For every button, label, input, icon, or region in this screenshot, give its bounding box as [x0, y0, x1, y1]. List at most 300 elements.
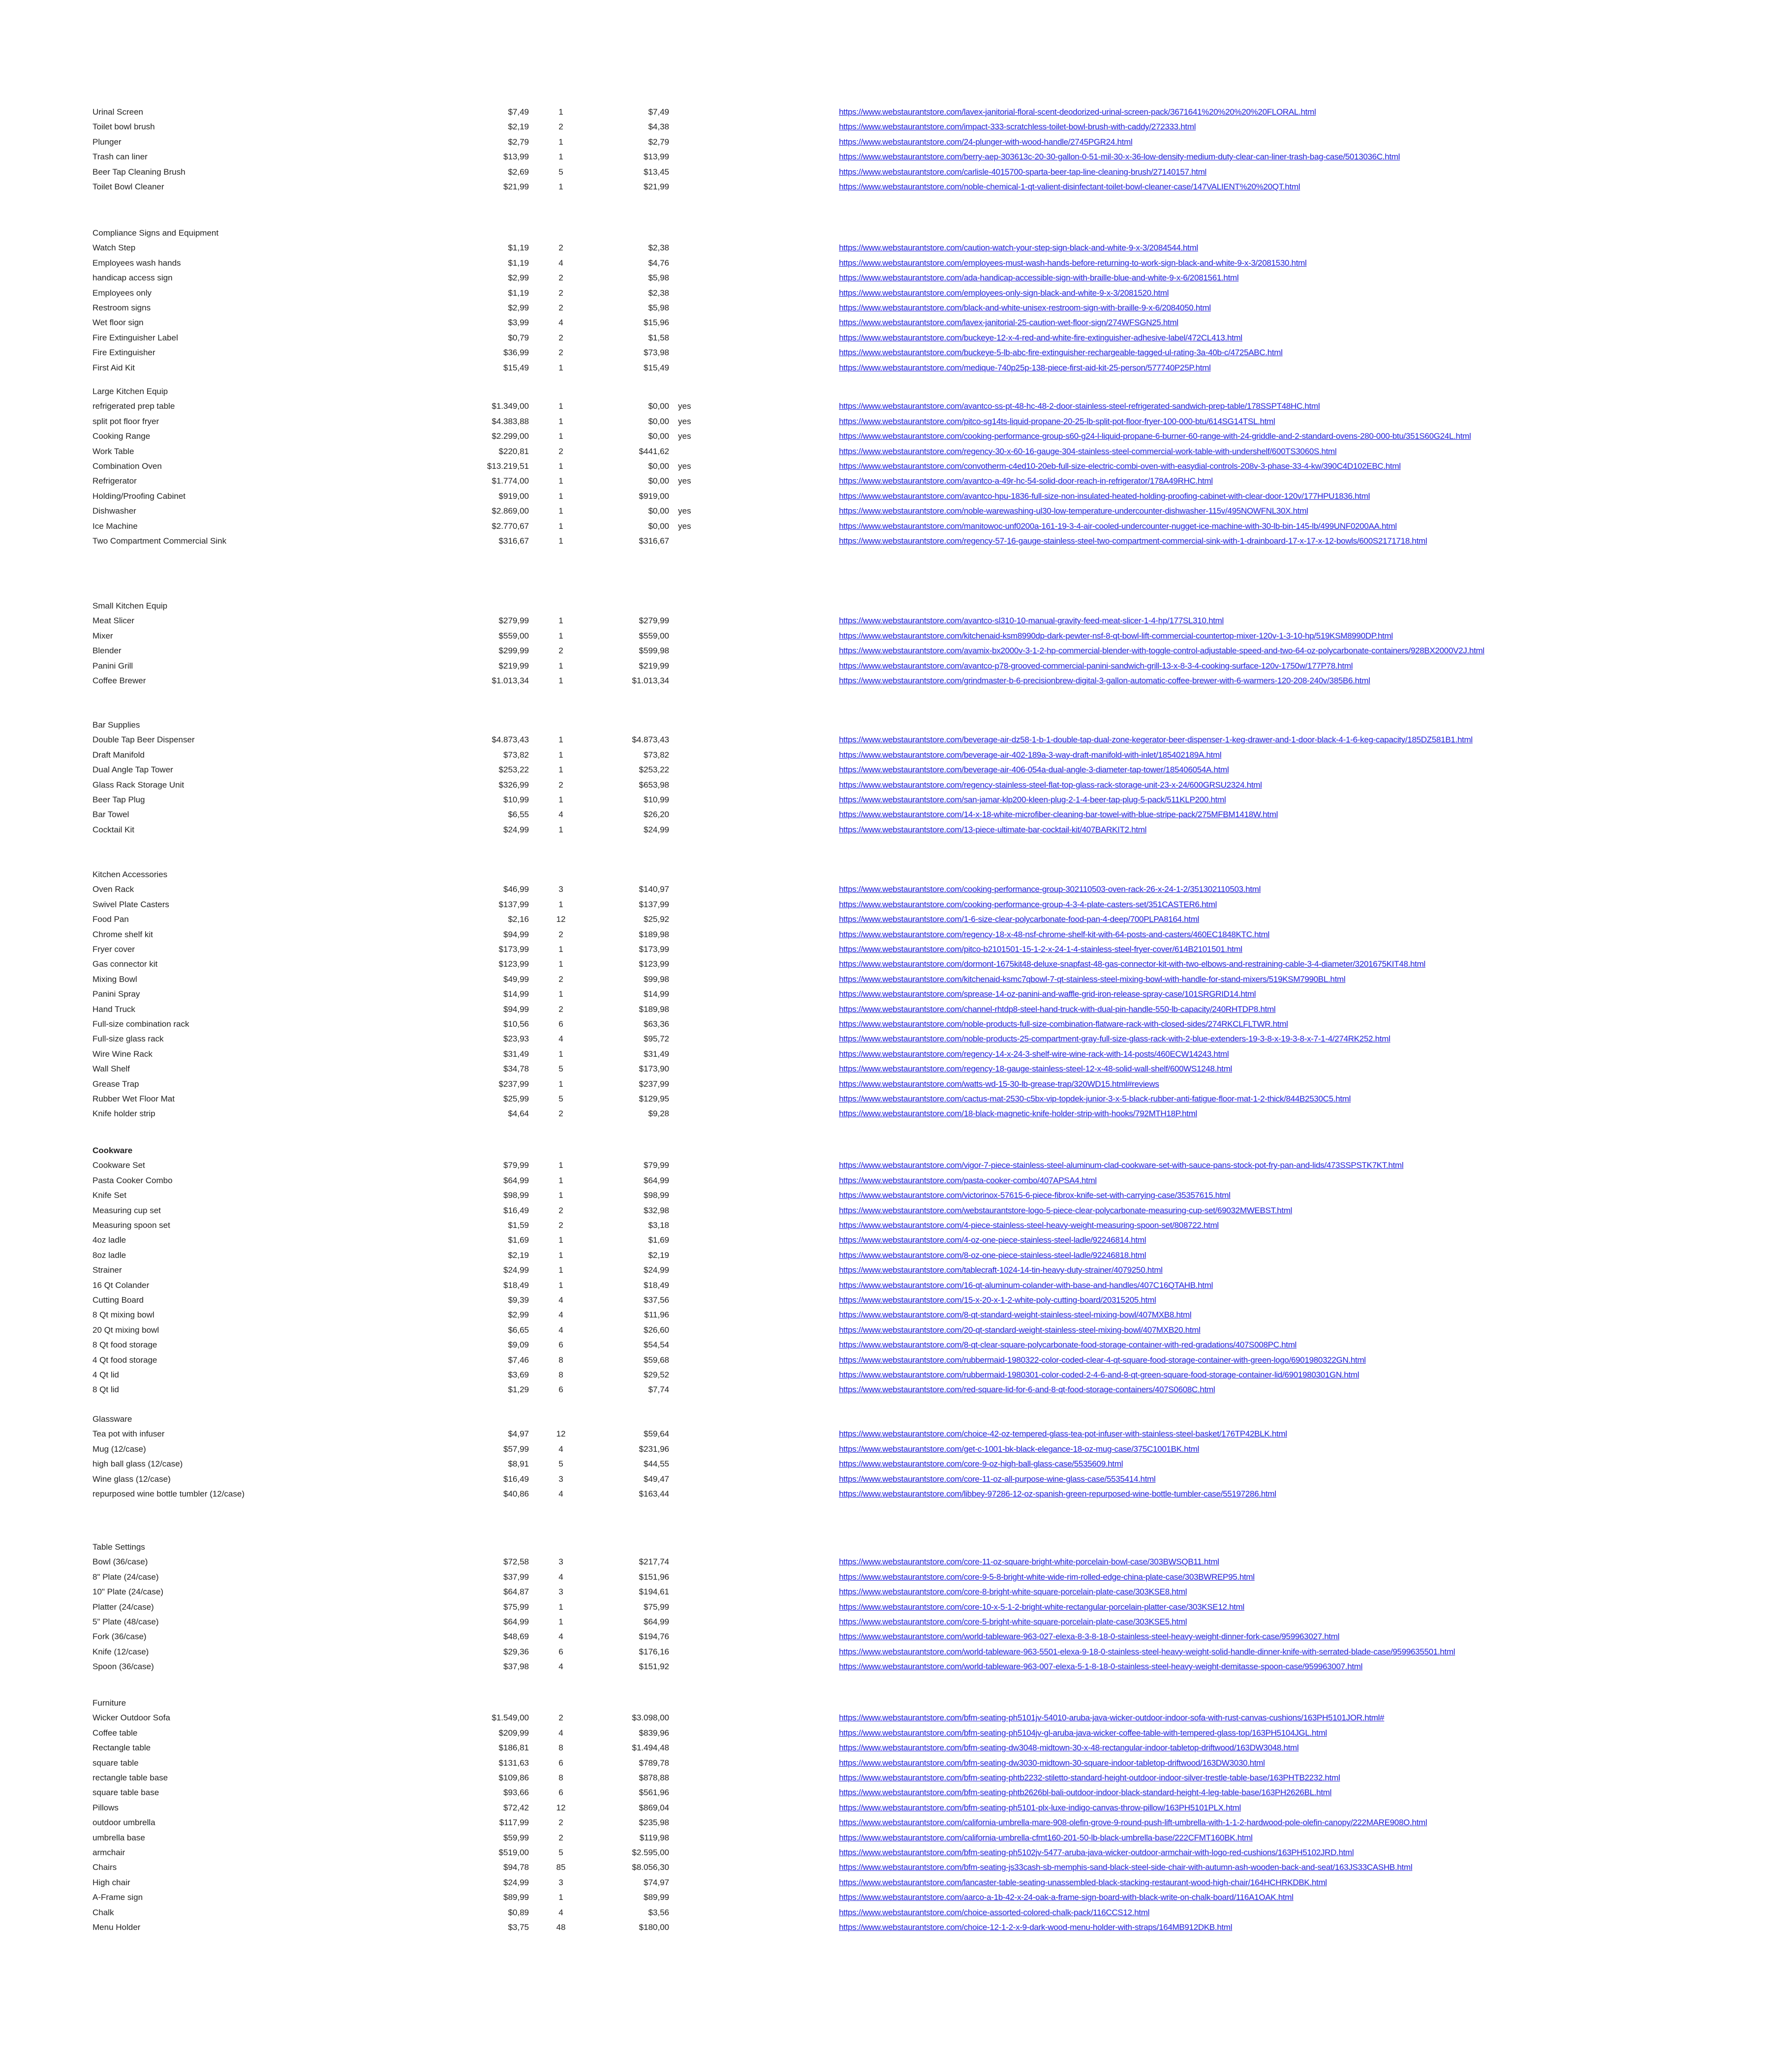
quantity: 5 [558, 1094, 563, 1103]
table-row [0, 1831, 1792, 1845]
owned-flag: yes [678, 476, 691, 486]
item-name: Dishwasher [93, 506, 136, 516]
line-total: $3.098,00 [632, 1713, 669, 1723]
line-total: $9,28 [648, 1109, 669, 1119]
quantity: 2 [558, 929, 563, 939]
unit-price: $237,99 [498, 1079, 529, 1089]
item-name: Pasta Cooker Combo [93, 1175, 173, 1185]
product-link[interactable]: https://www.webstaurantstore.com/cooking-performance-group-4-3-4-plate-casters-set/351CASTER6.html [839, 899, 1217, 909]
unit-price: $93,66 [503, 1788, 529, 1798]
unit-price: $2,69 [508, 167, 529, 177]
item-name: rectangle table base [93, 1773, 168, 1782]
product-link[interactable]: https://www.webstaurantstore.com/avantco-ss-pt-48-hc-48-2-door-stainless-steel-refrigerated-sandwich-prep-table/178SSPT48HC.html [839, 401, 1320, 411]
line-total: $10,99 [644, 795, 669, 804]
unit-price: $3,99 [508, 318, 529, 328]
product-link[interactable]: https://www.webstaurantstore.com/lavex-janitorial-25-caution-wet-floor-sign/274WFSGN25.html [839, 318, 1178, 328]
unit-price: $2,99 [508, 273, 529, 283]
table-row [0, 748, 1792, 763]
table-row [0, 429, 1792, 444]
unit-price: $299,99 [498, 646, 529, 656]
product-link[interactable]: https://www.webstaurantstore.com/20-qt-standard-weight-stainless-steel-mixing-bowl/407MXB20.html [839, 1325, 1201, 1335]
product-link[interactable]: https://www.webstaurantstore.com/carlisle-4015700-sparta-beer-tap-line-cleaning-brush/27140157.html [839, 167, 1207, 177]
line-total: $26,20 [644, 810, 669, 820]
quantity: 2 [558, 1004, 563, 1014]
table-row [0, 256, 1792, 271]
table-row [0, 1293, 1792, 1308]
product-link[interactable]: https://www.webstaurantstore.com/world-tableware-963-5501-elexa-9-18-0-stainless-steel-heavy-weight-solid-handle-dinner-knife-with-serrated-blade-case/9599635501.html [839, 1647, 1455, 1656]
product-link[interactable]: https://www.webstaurantstore.com/avantco-hpu-1836-full-size-non-insulated-heated-holding-proofing-cabinet-with-clear-door-120v/177HPU1836.html [839, 491, 1370, 501]
line-total: $878,88 [639, 1773, 669, 1782]
unit-price: $919,00 [498, 491, 529, 501]
product-link[interactable]: https://www.webstaurantstore.com/pitco-sg14ts-liquid-propane-20-25-lb-split-pot-floor-fryer-100-000-btu/614SG14TSL.html [839, 416, 1275, 426]
owned-flag: yes [678, 401, 691, 411]
product-link[interactable]: https://www.webstaurantstore.com/cooking-performance-group-302110503-oven-rack-26-x-24-1-2/351302110503.html [839, 885, 1261, 894]
product-link[interactable]: https://www.webstaurantstore.com/victorinox-57615-6-piece-fibrox-knife-set-with-carrying-case/35357615.html [839, 1191, 1231, 1200]
product-link[interactable]: https://www.webstaurantstore.com/ada-handicap-accessible-sign-with-braille-blue-and-white-9-x-6/2081561.html [839, 273, 1239, 283]
product-link[interactable]: https://www.webstaurantstore.com/14-x-18-white-microfiber-cleaning-bar-towel-with-blue-stripe-pack/275MFBM1418W.html [839, 810, 1278, 820]
product-link[interactable]: https://www.webstaurantstore.com/world-tableware-963-007-elexa-5-1-8-18-0-stainless-steel-heavy-weight-demitasse-spoon-case/959963007.html [839, 1662, 1363, 1672]
line-total: $99,98 [644, 974, 669, 984]
product-link[interactable]: https://www.webstaurantstore.com/choice-42-oz-tempered-glass-tea-pot-infuser-with-stainless-steel-basket/176TP42BLK.html [839, 1429, 1287, 1439]
section-title: Bar Supplies [93, 720, 140, 730]
product-link[interactable]: https://www.webstaurantstore.com/bfm-seating-js33cash-sb-memphis-sand-black-steel-side-chair-with-autumn-ash-wooden-back-and-seat/163JS33CASHB.html [839, 1863, 1413, 1872]
unit-price: $89,99 [503, 1893, 529, 1902]
product-link[interactable]: https://www.webstaurantstore.com/regency-57-16-gauge-stainless-steel-two-compartment-commercial-sink-with-1-drainboard-17-x-17-x-12-bowls/600S2171718.html [839, 536, 1427, 546]
product-link[interactable]: https://www.webstaurantstore.com/world-tableware-963-027-elexa-8-3-8-18-0-stainless-steel-heavy-weight-dinner-fork-case/959963027.html [839, 1632, 1340, 1642]
product-link[interactable]: https://www.webstaurantstore.com/berry-aep-303613c-20-30-gallon-0-51-mil-30-x-36-low-density-medium-duty-clear-can-liner-trash-bag-case/5013036C.html [839, 152, 1400, 162]
product-link[interactable]: https://www.webstaurantstore.com/rubbermaid-1980322-color-coded-clear-4-qt-square-food-storage-container-with-green-logo/6901980322GN.html [839, 1355, 1366, 1365]
unit-price: $1,19 [508, 258, 529, 268]
product-link[interactable]: https://www.webstaurantstore.com/rubbermaid-1980301-color-coded-2-4-6-and-8-qt-green-square-food-storage-container-lid/6901980301GN.html [839, 1370, 1359, 1379]
quantity: 1 [558, 137, 563, 147]
product-link[interactable]: https://www.webstaurantstore.com/sprease-14-oz-panini-and-waffle-grid-iron-release-spray-case/101SRGRID14.html [839, 989, 1256, 999]
table-row [0, 135, 1792, 150]
owned-flag: yes [678, 506, 691, 516]
line-total: $25,92 [644, 915, 669, 924]
table-row [0, 763, 1792, 777]
product-link[interactable]: https://www.webstaurantstore.com/kitchenaid-ksm8990dp-dark-pewter-nsf-8-qt-bowl-lift-commercial-countertop-mixer-120v-1-3-10-hp/519KSM8990DP.html [839, 631, 1393, 641]
unit-price: $10,99 [503, 795, 529, 804]
item-name: 20 Qt mixing bowl [93, 1325, 159, 1335]
product-link[interactable]: https://www.webstaurantstore.com/core-9-oz-high-ball-glass-case/5535609.html [839, 1459, 1123, 1469]
unit-price: $29,36 [503, 1647, 529, 1656]
product-link[interactable]: https://www.webstaurantstore.com/bfm-seating-ph5102jv-5477-aruba-java-wicker-outdoor-armchair-with-logo-red-cushions/163PH5102JRD.html [839, 1848, 1354, 1857]
unit-price: $73,82 [503, 750, 529, 760]
line-total: $74,97 [644, 1877, 669, 1887]
item-name: Knife (12/case) [93, 1647, 149, 1656]
line-total: $2.595,00 [632, 1848, 669, 1857]
quantity: 1 [558, 1175, 563, 1185]
item-name: 8 Qt food storage [93, 1340, 157, 1350]
product-link[interactable]: https://www.webstaurantstore.com/cactus-mat-2530-c5bx-vip-topdek-junior-3-x-5-black-rubber-anti-fatigue-floor-mat-1-2-thick/844B2530C5.html [839, 1094, 1351, 1103]
product-link[interactable]: https://www.webstaurantstore.com/buckeye-12-x-4-red-and-white-fire-extinguisher-adhesive-label/472CL413.html [839, 333, 1242, 342]
table-row [0, 1472, 1792, 1487]
quantity: 1 [558, 676, 563, 685]
product-link[interactable]: https://www.webstaurantstore.com/caution-watch-your-step-sign-black-and-white-9-x-3/2084544.html [839, 243, 1198, 253]
unit-price: $10,56 [503, 1019, 529, 1029]
product-link[interactable]: https://www.webstaurantstore.com/avantco-p78-grooved-commercial-panini-sandwich-grill-13-x-8-3-4-cooking-surface-120v-1750w/177P78.html [839, 661, 1353, 671]
quantity: 3 [558, 1474, 563, 1484]
product-link[interactable]: https://www.webstaurantstore.com/libbey-97286-12-oz-spanish-green-repurposed-wine-bottle-tumbler-case/55197286.html [839, 1489, 1276, 1499]
product-link[interactable]: https://www.webstaurantstore.com/cooking-performance-group-s60-g24-l-liquid-propane-6-burner-60-range-with-24-griddle-and-2-standard-ovens-280-000-btu/351S60G24L.html [839, 431, 1471, 441]
table-row [0, 414, 1792, 429]
quantity: 2 [558, 974, 563, 984]
item-name: square table [93, 1758, 139, 1768]
table-row [0, 643, 1792, 658]
unit-price: $2,99 [508, 1310, 529, 1320]
item-name: Fork (36/case) [93, 1632, 147, 1642]
unit-price: $94,99 [503, 929, 529, 939]
line-total: $4.873,43 [632, 735, 669, 745]
quantity: 4 [558, 1295, 563, 1305]
quantity: 4 [558, 1489, 563, 1499]
product-link[interactable]: https://www.webstaurantstore.com/grindmaster-b-6-precisionbrew-digital-3-gallon-automatic-coffee-brewer-with-6-warmers-120-208-240v/385B6.html [839, 676, 1370, 685]
product-link[interactable]: https://www.webstaurantstore.com/13-piece-ultimate-bar-cocktail-kit/407BARKIT2.html [839, 825, 1147, 834]
item-name: handicap access sign [93, 273, 173, 283]
table-row [0, 807, 1792, 822]
product-link[interactable]: https://www.webstaurantstore.com/employees-must-wash-hands-before-returning-to-work-sign-black-and-white-9-x-3/2081530.html [839, 258, 1307, 268]
item-name: Toilet bowl brush [93, 122, 155, 132]
quantity: 1 [558, 536, 563, 546]
product-link[interactable]: https://www.webstaurantstore.com/core-5-bright-white-square-porcelain-plate-case/303KSE5.html [839, 1617, 1187, 1626]
section-title: Glassware [93, 1414, 132, 1424]
line-total: $151,92 [639, 1662, 669, 1672]
product-link[interactable]: https://www.webstaurantstore.com/convotherm-c4ed10-20eb-full-size-electric-combi-oven-with-easydial-controls-208v-3-phase-33-4-kw/390C4D102EBC.html [839, 461, 1401, 471]
unit-price: $326,99 [498, 780, 529, 790]
line-total: $75,99 [644, 1602, 669, 1612]
unit-price: $1,19 [508, 243, 529, 253]
product-link[interactable]: https://www.webstaurantstore.com/1-6-size-clear-polycarbonate-food-pan-4-deep/700PLPA8164.html [839, 915, 1200, 924]
line-total: $0,00 [648, 521, 669, 531]
product-link[interactable]: https://www.webstaurantstore.com/core-8-bright-white-square-porcelain-plate-case/303KSE8.html [839, 1587, 1187, 1597]
quantity: 1 [558, 461, 563, 471]
product-link[interactable]: https://www.webstaurantstore.com/california-umbrella-mare-908-olefin-grove-9-round-push-lift-umbrella-with-1-1-2-hardwood-pole-olefin-canopy/222MARE908O.html [839, 1818, 1427, 1828]
quantity: 6 [558, 1385, 563, 1395]
table-row [0, 1645, 1792, 1659]
unit-price: $1.549,00 [492, 1713, 529, 1723]
section-title: Table Settings [93, 1542, 145, 1552]
table-row [0, 1629, 1792, 1644]
table-row [0, 823, 1792, 837]
table-row [0, 1308, 1792, 1322]
unit-price: $24,99 [503, 825, 529, 834]
line-total: $1.013,34 [632, 676, 669, 685]
table-row [0, 1487, 1792, 1501]
item-name: Spoon (36/case) [93, 1662, 154, 1672]
item-name: Knife holder strip [93, 1109, 155, 1119]
item-name: Restroom signs [93, 303, 151, 312]
unit-price: $14,99 [503, 989, 529, 999]
unit-price: $559,00 [498, 631, 529, 641]
line-total: $15,49 [644, 363, 669, 372]
table-row [0, 1457, 1792, 1471]
product-link[interactable]: https://www.webstaurantstore.com/black-and-white-unisex-restroom-sign-with-braille-9-x-6/2084050.html [839, 303, 1211, 312]
unit-price: $123,99 [498, 959, 529, 969]
product-link[interactable]: https://www.webstaurantstore.com/8-oz-one-piece-stainless-steel-ladle/92246818.html [839, 1250, 1146, 1260]
line-total: $89,99 [644, 1893, 669, 1902]
quantity: 2 [558, 243, 563, 253]
product-link[interactable]: https://www.webstaurantstore.com/bfm-seating-ph5101jv-54010-aruba-java-wicker-outdoor-indoor-sofa-with-rust-canvas-cushions/163PH5101JOR.html# [839, 1713, 1385, 1723]
unit-price: $49,99 [503, 974, 529, 984]
product-link[interactable]: https://www.webstaurantstore.com/medique-740p25p-138-piece-first-aid-kit-25-person/577740P25P.html [839, 363, 1211, 372]
item-name: Hand Truck [93, 1004, 135, 1014]
product-link[interactable]: https://www.webstaurantstore.com/vigor-7-piece-stainless-steel-aluminum-clad-cookware-set-with-sauce-pans-stock-pot-fry-pan-and-lids/473SSPSTK7KT.html [839, 1161, 1404, 1170]
quantity: 4 [558, 258, 563, 268]
unit-price: $1,59 [508, 1221, 529, 1230]
line-total: $253,22 [639, 765, 669, 775]
product-link[interactable]: https://www.webstaurantstore.com/california-umbrella-cfmt160-201-50-lb-black-umbrella-base/222CFMT160BK.html [839, 1833, 1253, 1842]
unit-price: $173,99 [498, 945, 529, 954]
product-link[interactable]: https://www.webstaurantstore.com/avantco-sl310-10-manual-gravity-feed-meat-slicer-1-4-hp/177SL310.html [839, 616, 1224, 626]
product-link[interactable]: https://www.webstaurantstore.com/18-black-magnetic-knife-holder-strip-with-hooks/792MTH18P.html [839, 1109, 1197, 1119]
item-name: repurposed wine bottle tumbler (12/case) [93, 1489, 245, 1499]
product-link[interactable]: https://www.webstaurantstore.com/noble-warewashing-ul30-low-temperature-undercounter-dishwasher-115v/495NOWFNL30X.html [839, 506, 1308, 516]
product-link[interactable]: https://www.webstaurantstore.com/regency-stainless-steel-flat-top-glass-rack-storage-unit-23-x-24/600GRSU2324.html [839, 780, 1262, 790]
product-link[interactable]: https://www.webstaurantstore.com/24-plunger-with-wood-handle/2745PGR24.html [839, 137, 1133, 147]
product-link[interactable]: https://www.webstaurantstore.com/avamix-bx2000v-3-1-2-hp-commercial-blender-with-toggle-control-adjustable-speed-and-two-64-oz-polycarbonate-containers/928BX2000V2J.html [839, 646, 1484, 656]
unit-price: $1.774,00 [492, 476, 529, 486]
line-total: $559,00 [639, 631, 669, 641]
product-link[interactable]: https://www.webstaurantstore.com/bfm-seating-dw3030-midtown-30-square-indoor-tabletop-driftwood/163DW3030.html [839, 1758, 1265, 1768]
unit-price: $316,67 [498, 536, 529, 546]
table-row [0, 1711, 1792, 1725]
product-link[interactable]: https://www.webstaurantstore.com/noble-products-25-compartment-gray-full-size-glass-rack-with-2-blue-extenders-19-3-8-x-19-3-8-x-7-1-4/274RK252.html [839, 1034, 1390, 1044]
line-total: $219,99 [639, 661, 669, 671]
product-link[interactable]: https://www.webstaurantstore.com/kitchenaid-ksmc7qbowl-7-qt-stainless-steel-mixing-bowl-with-handle-for-stand-mixers/519KSM7990BL.html [839, 974, 1346, 984]
product-link[interactable]: https://www.webstaurantstore.com/watts-wd-15-30-lb-grease-trap/320WD15.html#reviews [839, 1079, 1159, 1089]
quantity: 4 [558, 1325, 563, 1335]
quantity: 6 [558, 1019, 563, 1029]
product-link[interactable]: https://www.webstaurantstore.com/pitco-b2101501-15-1-2-x-24-1-4-stainless-steel-fryer-cover/614B2101501.html [839, 945, 1242, 954]
line-total: $1,58 [648, 333, 669, 342]
product-link[interactable]: https://www.webstaurantstore.com/choice-12-1-2-x-9-dark-wood-menu-holder-with-straps/164MB912DKB.html [839, 1923, 1233, 1932]
item-name: Chalk [93, 1907, 114, 1917]
line-total: $231,96 [639, 1444, 669, 1454]
line-total: $64,99 [644, 1617, 669, 1626]
product-link[interactable]: https://www.webstaurantstore.com/regency-18-x-48-nsf-chrome-shelf-kit-with-64-posts-and-casters/460EC1848KTC.html [839, 929, 1270, 939]
product-link[interactable]: https://www.webstaurantstore.com/8-qt-standard-weight-stainless-steel-mixing-bowl/407MXB8.html [839, 1310, 1192, 1320]
line-total: $180,00 [639, 1923, 669, 1932]
product-link[interactable]: https://www.webstaurantstore.com/4-oz-one-piece-stainless-steel-ladle/92246814.html [839, 1235, 1146, 1245]
table-row [0, 942, 1792, 957]
product-link[interactable]: https://www.webstaurantstore.com/core-9-5-8-bright-white-wide-rim-rolled-edge-china-plate-case/303BWREP95.html [839, 1572, 1255, 1582]
item-name: 4oz ladle [93, 1235, 126, 1245]
unit-price: $25,99 [503, 1094, 529, 1103]
item-name: Coffee table [93, 1728, 138, 1738]
unit-price: $131,63 [498, 1758, 529, 1768]
unit-price: $519,00 [498, 1848, 529, 1857]
product-link[interactable]: https://www.webstaurantstore.com/get-c-1001-bk-black-elegance-18-oz-mug-case/375C1001BK.html [839, 1444, 1200, 1454]
item-name: Trash can liner [93, 152, 148, 162]
unit-price: $40,86 [503, 1489, 529, 1499]
product-link[interactable]: https://www.webstaurantstore.com/bfm-seating-phtb2232-stiletto-standard-height-outdoor-indoor-silver-trestle-table-base/163PHTB2232.html [839, 1773, 1340, 1782]
table-row [0, 1106, 1792, 1121]
section-title: Large Kitchen Equip [93, 387, 168, 396]
unit-price: $16,49 [503, 1205, 529, 1215]
item-name: Cooking Range [93, 431, 151, 441]
line-total: $59,68 [644, 1355, 669, 1365]
product-link[interactable]: https://www.webstaurantstore.com/san-jamar-klp200-kleen-plug-2-1-4-beer-tap-plug-5-pack/511KLP200.html [839, 795, 1226, 804]
product-link[interactable]: https://www.webstaurantstore.com/regency-30-x-60-16-gauge-304-stainless-steel-commercial-work-table-with-undershelf/600TS3060S.html [839, 446, 1337, 456]
table-row [0, 1741, 1792, 1755]
item-name: Dual Angle Tap Tower [93, 765, 173, 775]
line-total: $31,49 [644, 1049, 669, 1059]
product-link[interactable]: https://www.webstaurantstore.com/15-x-20-x-1-2-white-poly-cutting-board/20315205.html [839, 1295, 1156, 1305]
quantity: 2 [558, 446, 563, 456]
unit-price: $7,49 [508, 107, 529, 117]
quantity: 12 [556, 915, 566, 924]
table-row [0, 315, 1792, 330]
unit-price: $34,78 [503, 1064, 529, 1074]
product-link[interactable]: https://www.webstaurantstore.com/red-square-lid-for-6-and-8-qt-food-storage-containers/407S0608C.html [839, 1385, 1215, 1395]
item-name: Combination Oven [93, 461, 162, 471]
unit-price: $3,69 [508, 1370, 529, 1379]
product-link[interactable]: https://www.webstaurantstore.com/webstaurantstore-logo-5-piece-clear-polycarbonate-measuring-cup-set/69032MWEBST.html [839, 1205, 1293, 1215]
unit-price: $1.013,34 [492, 676, 529, 685]
product-link[interactable]: https://www.webstaurantstore.com/16-qt-aluminum-colander-with-base-and-handles/407C16QTAHB.html [839, 1280, 1213, 1290]
product-link[interactable]: https://www.webstaurantstore.com/employees-only-sign-black-and-white-9-x-3/2081520.html [839, 288, 1169, 298]
table-row [0, 793, 1792, 807]
quantity: 6 [558, 1340, 563, 1350]
unit-price: $64,99 [503, 1617, 529, 1626]
table-row [0, 301, 1792, 315]
quantity: 1 [558, 1161, 563, 1170]
table-row [0, 1092, 1792, 1106]
product-link[interactable]: https://www.webstaurantstore.com/tablecraft-1024-14-tin-heavy-duty-strainer/4079250.html [839, 1265, 1163, 1275]
item-name: refrigerated prep table [93, 401, 175, 411]
item-name: Draft Manifold [93, 750, 145, 760]
table-row [0, 1323, 1792, 1338]
item-name: Blender [93, 646, 122, 656]
item-name: armchair [93, 1848, 125, 1857]
item-name: Wall Shelf [93, 1064, 130, 1074]
product-link[interactable]: https://www.webstaurantstore.com/bfm-seating-phtb2626bl-bali-outdoor-indoor-black-standard-height-4-leg-table-base/163PH2626BL.html [839, 1788, 1332, 1798]
unit-price: $117,99 [499, 1818, 529, 1828]
item-name: Plunger [93, 137, 122, 147]
product-link[interactable]: https://www.webstaurantstore.com/channel-rhtdp8-steel-hand-truck-with-dual-pin-handle-550-lb-capacity/240RHTDP8.html [839, 1004, 1276, 1014]
table-row [0, 1442, 1792, 1457]
unit-price: $186,81 [498, 1743, 529, 1753]
product-link[interactable]: https://www.webstaurantstore.com/pasta-cooker-combo/407APSA4.html [839, 1175, 1097, 1185]
product-link[interactable]: https://www.webstaurantstore.com/dormont-1675kit48-deluxe-snapfast-48-gas-connector-kit-with-two-elbows-and-restraining-cable-3-4-diameter/3201675KIT48.html [839, 959, 1425, 969]
item-name: Wine glass (12/case) [93, 1474, 171, 1484]
item-name: Oven Rack [93, 885, 134, 894]
line-total: $1,69 [648, 1235, 669, 1245]
table-row [0, 778, 1792, 793]
quantity: 1 [558, 1893, 563, 1902]
table-row [0, 673, 1792, 688]
quantity: 3 [558, 885, 563, 894]
product-link[interactable]: https://www.webstaurantstore.com/noble-chemical-1-qt-valient-disinfectant-toilet-bowl-cleaner-case/147VALIENT%20%20QT.html [839, 182, 1300, 191]
product-link[interactable]: https://www.webstaurantstore.com/choice-assorted-colored-chalk-pack/116CCS12.html [839, 1907, 1150, 1917]
item-name: Rectangle table [93, 1743, 151, 1753]
item-name: Refrigerator [93, 476, 137, 486]
product-link[interactable]: https://www.webstaurantstore.com/noble-products-full-size-combination-flatware-rack-with-closed-sides/274RKCLFLTWR.html [839, 1019, 1288, 1029]
item-name: 4 Qt food storage [93, 1355, 157, 1365]
line-total: $15,96 [644, 318, 669, 328]
item-name: Ice Machine [93, 521, 138, 531]
item-name: Panini Spray [93, 989, 140, 999]
table-row [0, 444, 1792, 459]
quantity: 1 [558, 521, 563, 531]
item-name: Work Table [93, 446, 134, 456]
product-link[interactable]: https://www.webstaurantstore.com/avantco-a-49r-hc-54-solid-door-reach-in-refrigerator/178A49RHC.html [839, 476, 1213, 486]
line-total: $7,49 [648, 107, 669, 117]
line-total: $8.056,30 [632, 1863, 669, 1872]
line-total: $37,56 [644, 1295, 669, 1305]
product-link[interactable]: https://www.webstaurantstore.com/manitowoc-unf0200a-161-19-3-4-air-cooled-undercounter-nugget-ice-machine-with-30-lb-bin-145-lb/499UNF0200AA.html [839, 521, 1397, 531]
owned-flag: yes [678, 416, 691, 426]
product-link[interactable]: https://www.webstaurantstore.com/core-11-oz-all-purpose-wine-glass-case/5535414.html [839, 1474, 1156, 1484]
unit-price: $59,99 [503, 1833, 529, 1842]
line-total: $316,67 [639, 536, 669, 546]
product-link[interactable]: https://www.webstaurantstore.com/4-piece-stainless-steel-heavy-weight-measuring-spoon-set/808722.html [839, 1221, 1219, 1230]
unit-price: $72,42 [503, 1803, 529, 1812]
quantity: 3 [558, 1557, 563, 1567]
product-link[interactable]: https://www.webstaurantstore.com/bfm-seating-ph5104jv-gl-aruba-java-wicker-coffee-table-with-tempered-glass-top/163PH5104JGL.html [839, 1728, 1327, 1738]
product-link[interactable]: https://www.webstaurantstore.com/bfm-seating-dw3048-midtown-30-x-48-rectangular-indoor-tabletop-driftwood/163DW3048.html [839, 1743, 1299, 1753]
product-link[interactable]: https://www.webstaurantstore.com/8-qt-clear-square-polycarbonate-food-storage-container-with-red-gradations/407S008PC.html [839, 1340, 1297, 1350]
product-link[interactable]: https://www.webstaurantstore.com/regency-18-gauge-stainless-steel-12-x-48-solid-wall-shelf/600WS1248.html [839, 1064, 1233, 1074]
product-link[interactable]: https://www.webstaurantstore.com/beverage-air-406-054a-dual-angle-3-diameter-tap-tower/185406054A.html [839, 765, 1229, 775]
unit-price: $8,91 [508, 1459, 529, 1469]
product-link[interactable]: https://www.webstaurantstore.com/lancaster-table-seating-unassembled-black-stacking-restaurant-wood-high-chair/164HCHRKDBK.html [839, 1877, 1327, 1887]
line-total: $599,98 [639, 646, 669, 656]
quantity: 1 [558, 959, 563, 969]
product-link[interactable]: https://www.webstaurantstore.com/core-10-x-5-1-2-bright-white-rectangular-porcelain-platter-case/303KSE12.html [839, 1602, 1244, 1612]
table-row [0, 1726, 1792, 1741]
item-name: Fryer cover [93, 945, 135, 954]
table-row [0, 972, 1792, 987]
table-row [0, 912, 1792, 927]
table-row [0, 165, 1792, 180]
product-link[interactable]: https://www.webstaurantstore.com/buckeye-5-lb-abc-fire-extinguisher-rechargeable-tagged-ul-rating-3a-40b-c/4725ABC.html [839, 348, 1283, 358]
item-name: Wet floor sign [93, 318, 144, 328]
quantity: 2 [558, 1221, 563, 1230]
product-link[interactable]: https://www.webstaurantstore.com/bfm-seating-ph5101-plx-luxe-indigo-canvas-throw-pillow/163PH5101PLX.html [839, 1803, 1241, 1812]
product-link[interactable]: https://www.webstaurantstore.com/regency-14-x-24-3-shelf-wire-wine-rack-with-14-posts/460ECW14243.html [839, 1049, 1229, 1059]
item-name: Cookware Set [93, 1161, 145, 1170]
quantity: 1 [558, 363, 563, 372]
table-row [0, 120, 1792, 134]
product-link[interactable]: https://www.webstaurantstore.com/beverage-air-dz58-1-b-1-double-tap-dual-zone-kegerator-beer-dispenser-1-keg-drawer-and-1-door-black-4-1-6-keg-capacity/185DZ581B1.html [839, 735, 1473, 745]
quantity: 1 [558, 631, 563, 641]
item-name: Cocktail Kit [93, 825, 135, 834]
line-total: $4,38 [648, 122, 669, 132]
quantity: 1 [558, 416, 563, 426]
quantity: 1 [558, 616, 563, 626]
quantity: 4 [558, 1444, 563, 1454]
table-row [0, 1815, 1792, 1830]
quantity: 4 [558, 1632, 563, 1642]
unit-price: $75,99 [503, 1602, 529, 1612]
product-link[interactable]: https://www.webstaurantstore.com/aarco-a-1b-42-x-24-oak-a-frame-sign-board-with-black-write-on-chalk-board/116A1OAK.html [839, 1893, 1294, 1902]
unit-price: $48,69 [503, 1632, 529, 1642]
product-link[interactable]: https://www.webstaurantstore.com/lavex-janitorial-floral-scent-deodorized-urinal-screen-pack/3671641%20%20%20%20FLORAL.html [839, 107, 1316, 117]
product-link[interactable]: https://www.webstaurantstore.com/core-11-oz-square-bright-white-porcelain-bowl-case/303BWSQB11.html [839, 1557, 1219, 1567]
quantity: 4 [558, 810, 563, 820]
table-row [0, 1860, 1792, 1875]
product-link[interactable]: https://www.webstaurantstore.com/impact-333-scratchless-toilet-bowl-brush-with-caddy/272333.html [839, 122, 1196, 132]
item-name: Mixing Bowl [93, 974, 137, 984]
table-row [0, 331, 1792, 345]
line-total: $13,45 [644, 167, 669, 177]
product-link[interactable]: https://www.webstaurantstore.com/beverage-air-402-189a-3-way-draft-manifold-with-inlet/185402189A.html [839, 750, 1222, 760]
item-name: Measuring spoon set [93, 1221, 170, 1230]
quantity: 1 [558, 107, 563, 117]
unit-price: $2.869,00 [492, 506, 529, 516]
line-total: $64,99 [644, 1175, 669, 1185]
